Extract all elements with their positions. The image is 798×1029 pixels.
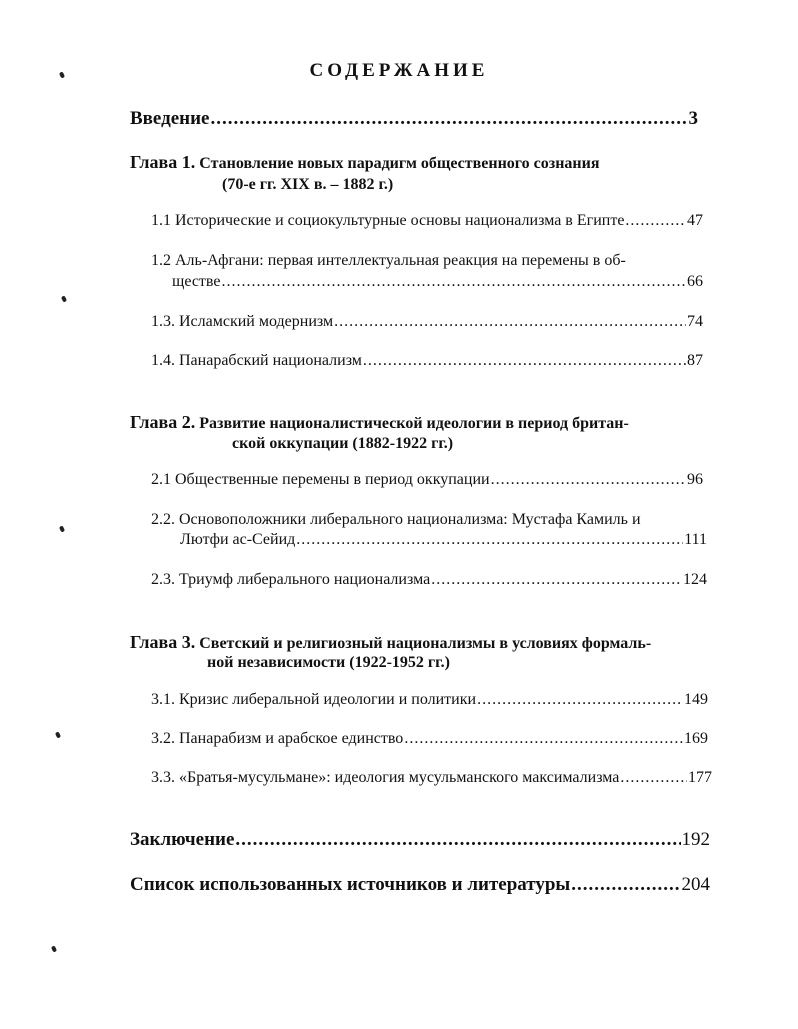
toc-entry-3-3[interactable] <box>151 769 712 787</box>
toc-entry-1-2[interactable] <box>172 273 703 291</box>
entry-page: 3 <box>688 108 698 129</box>
entry-page: 169 <box>684 730 708 747</box>
scan-speck <box>61 295 67 302</box>
dot-leader <box>620 769 687 787</box>
scan-speck <box>51 945 57 952</box>
toc-entry-1-1[interactable] <box>151 212 703 230</box>
dot-leader <box>211 108 688 130</box>
entry-page: 192 <box>681 829 710 850</box>
toc-entry-2-1[interactable] <box>151 471 703 489</box>
chapter-title-line1: Становление новых парадигм общественного сознания <box>199 155 600 172</box>
entry-label: 3.1. Кризис либеральной идеологии и политики <box>151 691 477 708</box>
entry-page: 87 <box>687 352 703 369</box>
entry-label: ществе <box>172 273 221 290</box>
chapter-number: Глава 1. <box>130 152 196 172</box>
entry-page: 96 <box>687 471 703 488</box>
chapter-title-line2: ной независимости (1922-1952 гг.) <box>207 654 450 671</box>
entry-label: 2.3. Триумф либерального национализма <box>151 571 431 588</box>
dot-leader <box>296 531 683 549</box>
chapter-title-line1: Светский и религиозный национализмы в условиях формаль- <box>199 635 652 652</box>
chapter-2-heading <box>130 412 629 433</box>
toc-entry-2-2-line1[interactable]: 2.2. Основоположники либерального национализма: Мустафа Камиль и <box>151 511 641 528</box>
toc-entry-1-3[interactable] <box>151 313 703 331</box>
chapter-title-line1: Развитие националистической идеологии в период британ- <box>199 415 629 432</box>
chapter-number: Глава 3. <box>130 632 196 652</box>
entry-label: 3.3. «Братья-мусульмане»: идеология мусульманского максимализма <box>151 769 620 786</box>
entry-page: 149 <box>684 691 708 708</box>
toc-entry-3-1[interactable] <box>151 691 708 709</box>
entry-label: 3.2. Панарабизм и арабское единство <box>151 730 404 747</box>
dot-leader <box>404 730 683 748</box>
entry-page: 74 <box>687 313 703 330</box>
scan-speck <box>59 525 65 532</box>
entry-label: Лютфи ас-Сейид <box>180 531 296 548</box>
dot-leader <box>491 471 686 489</box>
entry-page: 124 <box>683 571 707 588</box>
dot-leader <box>221 273 686 291</box>
chapter-2-heading-line2 <box>232 435 453 453</box>
dot-leader <box>625 212 686 230</box>
scan-speck <box>55 731 61 738</box>
entry-label: Список использованных источников и литературы <box>130 874 571 895</box>
entry-page: 177 <box>688 769 712 786</box>
chapter-3-heading-line2 <box>207 654 450 672</box>
entry-label: 1.3. Исламский модернизм <box>151 313 334 330</box>
dot-leader <box>431 571 682 589</box>
chapter-number: Глава 2. <box>130 412 196 432</box>
entry-label: 1.4. Панарабский национализм <box>151 352 362 369</box>
entry-page: 66 <box>687 273 703 290</box>
chapter-1-heading-line2 <box>222 176 393 194</box>
dot-leader <box>363 352 686 370</box>
toc-entry-1-2-line1[interactable]: 1.2 Аль-Афгани: первая интеллектуальная реакция на перемены в об- <box>151 252 626 269</box>
dot-leader <box>477 691 683 709</box>
entry-label: Введение <box>130 108 210 129</box>
entry-page: 204 <box>681 874 710 895</box>
chapter-title-line2: (70-е гг. XIX в. – 1882 г.) <box>222 176 394 193</box>
toc-entry-1-4[interactable] <box>151 352 703 370</box>
toc-entry-intro[interactable] <box>130 108 698 130</box>
toc-entry-conclusion[interactable] <box>130 829 710 851</box>
chapter-1-heading <box>130 152 600 173</box>
chapter-title-line2: ской оккупации (1882-1922 гг.) <box>232 435 454 452</box>
page-title: СОДЕРЖАНИЕ <box>309 60 489 81</box>
dot-leader <box>334 313 686 331</box>
toc-entry-2-2[interactable] <box>180 531 707 549</box>
toc-entry-bibliography[interactable] <box>130 874 710 896</box>
dot-leader <box>571 874 680 896</box>
toc-entry-2-3[interactable] <box>151 571 707 589</box>
entry-page: 47 <box>687 212 703 229</box>
toc-entry-3-2[interactable] <box>151 730 708 748</box>
dot-leader <box>235 829 680 851</box>
entry-label: 1.1 Исторические и социокультурные основы национализма в Египте <box>151 212 625 229</box>
entry-label: 2.1 Общественные перемены в период оккупации <box>151 471 490 488</box>
chapter-3-heading <box>130 632 651 653</box>
entry-page: 111 <box>684 531 707 548</box>
entry-label: Заключение <box>130 829 235 850</box>
